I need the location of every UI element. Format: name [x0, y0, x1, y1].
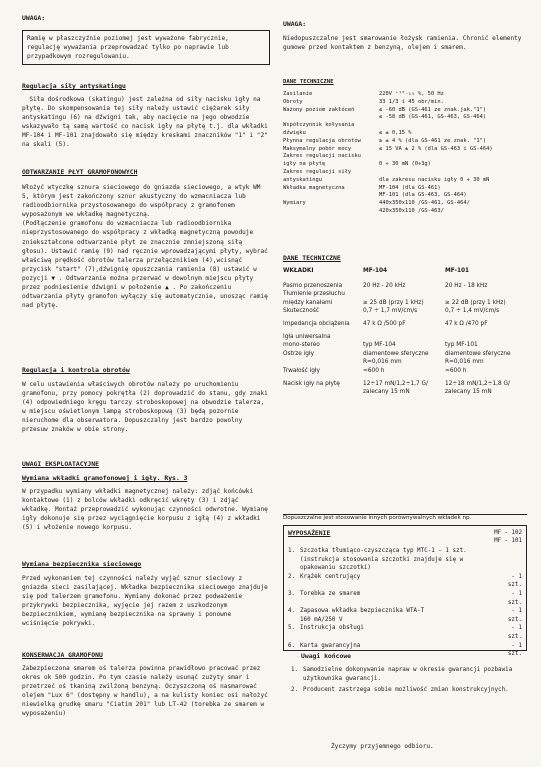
cartridge-row	[283, 282, 527, 291]
equipment-item-desc: Szczotka tłumiąco-czyszcząca typ MTC-1 - 1 szt. (instrukcja stosowania szczotki znajduje się w opakowaniu szczotki)	[300, 548, 467, 572]
cartridge-specs-table	[283, 267, 527, 397]
equipment-item-qty: - 1 szt.	[507, 608, 522, 623]
closing-text: Życzymy przyjemnego odbioru.	[331, 743, 434, 750]
equipment-item-number: 1.	[288, 548, 296, 554]
speed-control-text: W celu ustawienia właściwych obrotów należy po uruchomieniu gramofonu, przy pomocy pokrętła (2) doprowadzić do stanu, gdy znaki (4) odpowiedniego kręgu tarczy stroboskopowej na obwodzie talerza, w miejscu oświetlonym lampą stroboskopową (3) będą pozornie nieruchome dla obserwatora. Dopuszczalny jest bardzo powolny przesuw znaków w obie strony.	[22, 381, 272, 434]
specs-value: ≤ -58 dB (GS-461, GS-463, GS-464)	[379, 114, 487, 121]
final-note-item	[291, 666, 527, 683]
cartridge-cell	[445, 290, 527, 299]
specs-key: Maksymalny pobór mocy	[283, 145, 352, 152]
equipment-heading: WYPOSAŻENIE	[288, 529, 331, 537]
specs-value: 220V ⁺¹⁰₋₁₅ %, 50 Hz	[379, 91, 444, 97]
antiskating-heading: Regulacja siły antyskatingu	[22, 82, 126, 90]
specs-value: 420x350x110 /GS-463/	[379, 207, 444, 214]
cartridge-header-cell: MF-104	[363, 268, 388, 274]
equipment-item	[288, 607, 522, 624]
cartridge-cell	[363, 290, 445, 299]
specs-row	[283, 161, 527, 169]
equipment-item	[288, 547, 522, 573]
final-notes-list	[291, 666, 527, 698]
specs-row	[283, 91, 527, 99]
cartridge-row	[283, 380, 527, 389]
equipment-item-desc: Instrukcja obsługi	[300, 625, 364, 632]
uwaga-text-right: Niedopuszczalne jest smarowanie łożysk ramienia. Chronić elementy gumowe przed kontaktem z benzyną, olejem i smarem.	[283, 35, 526, 52]
playback-text: Włożyć wtyczkę sznura sieciowego do gniazda sieciowego, a wtyk WM 5, którym jest zakończony sznur akustyczny do wzmacniacza lub radioodbiornika przystosowanego do współpracy z gramofonem wyposażonym we wkładkę magnetyczną. (Podłączenie gramofonu do wzmacniacza lub radioodbiornika nieprzystosowanego do współpracy z wkładką magnetyczną powoduje zniekształcone odtwarzanie płyt ze znacznie zmniejszoną siłą głosu). Ustawić ramię (9) nad ręcznie wprowadzającymi płyty, wybrać właściwą prędkość obrotów talerza przełącznikiem (4),wcisnąć przycisk "start" (7),dźwignię opuszczania ramienia (8) ustawić w pozycji ▼ . Odtwarzanie można przerwać w dowolnym miejscu płyty przez podniesienie dźwigni w położenie ▲ . Po zakończeniu odtwarzania płyty gramofon wyłączy się automatycznie, unosząc ramię nad płytę.	[22, 184, 268, 310]
cartridge-cell: 20 Hz - 18 kHz	[445, 282, 488, 289]
specs-key: dźwięku	[283, 129, 306, 136]
specs-key: Wymiary	[283, 200, 306, 207]
uwaga-heading-right: UWAGA:	[283, 20, 307, 28]
specs-key	[283, 192, 379, 200]
specs-key: Zasilanie	[283, 91, 313, 97]
specs-key: igły na płytę	[283, 161, 326, 168]
final-notes-heading: Uwagi końcowe	[301, 652, 352, 660]
cartridge-cell	[283, 358, 363, 367]
specs-value: MF-101 (dla GS-463, GS-464)	[379, 192, 467, 199]
specs-key: Zakres regulacji siły	[283, 168, 352, 175]
maintenance-heading: KONSERWACJA GRAMOFONU	[22, 651, 103, 659]
specs-heading: DANE TECHNICZNE	[283, 79, 334, 85]
cartridge-cell: 12÷18 mN/1,2÷1,8 G/	[445, 380, 510, 387]
specs-value: ≤ ± 0,15 %	[379, 129, 412, 136]
specs-row	[283, 153, 527, 161]
specs-row	[283, 99, 527, 107]
cartridge-cell: 0,7 ÷ 1,7 mV/cm/s	[363, 308, 418, 315]
cartridge-cell: Impedancja obciążenia	[283, 320, 350, 327]
specs-table	[283, 91, 527, 216]
equipment-item-desc: Karta gwarancyjna	[300, 642, 361, 649]
specs-value	[379, 122, 527, 130]
speed-control-heading: Regulacja i kontrola obrotów	[22, 366, 130, 374]
cartridge-header-cell: WKŁADKI	[283, 268, 314, 274]
equipment-item-number: 6.	[288, 642, 296, 649]
specs-value: ≤ -60 dB (GS-461 ze znak.jak."1")	[379, 106, 487, 113]
specs-value: ≤ 15 VA ± 2 % (dla GS-463 i GS-464)	[379, 145, 493, 152]
equipment-item-desc: Krążek centrujący	[300, 573, 361, 580]
cartridge-cell: 0,7 ÷ 1,4 mV/cm/s	[445, 308, 500, 315]
specs-key: Wkładka magnetyczna	[283, 184, 345, 191]
equipment-item-number: 2.	[288, 573, 296, 580]
specs-row	[283, 200, 527, 208]
final-note-number: 1.	[291, 667, 299, 673]
cartridge-row	[283, 320, 527, 329]
cartridge-cell: Pasmo przenoszenia	[283, 282, 343, 289]
cartridge-cell	[363, 333, 445, 342]
cartridge-cell: Nacisk igły na płytę	[283, 380, 340, 387]
specs-value: 0 ÷ 30 mN (0÷3g)	[379, 161, 431, 168]
uwaga-heading-left: UWAGA:	[22, 14, 46, 22]
cartridge-specs-heading: DANE TECHNICZNE	[283, 254, 341, 262]
cartridge-cell: między kanałami	[283, 299, 333, 306]
specs-value: ≥ ± 4 % (dla GS-461 ze znak. "1")	[379, 137, 487, 144]
specs-key	[283, 208, 379, 216]
cartridge-cell	[445, 333, 527, 342]
cartridge-cell: 20 Hz - 20 kHz	[363, 282, 406, 289]
equipment-item-desc: Zapasowa wkładka bezpiecznika WTA-T 160 mA/250 V	[300, 608, 425, 623]
specs-value	[379, 153, 527, 161]
equipment-item-qty: - 1 szt.	[507, 573, 522, 589]
equipment-item	[288, 590, 522, 607]
cartridge-cell: typ MF-101	[445, 342, 478, 349]
specs-value: 440x350x110 /GS-461, GS-464/	[379, 200, 470, 207]
cartridge-cell: diamentowe sferyczne	[363, 350, 429, 357]
specs-key: Ważony poziom zakłóceń	[283, 106, 355, 113]
specs-row	[283, 146, 527, 154]
cartridge-cell: Ostrze igły	[283, 350, 315, 357]
cartridge-row	[283, 341, 527, 350]
cartridge-cell: ≈600 h	[445, 367, 467, 374]
specs-value	[379, 169, 527, 177]
specs-value: MF-104 (dla GS-461)	[379, 184, 441, 191]
cartridge-cell: ≥ 22 dB (przy 1 kHz)	[445, 299, 506, 306]
cartridge-row	[283, 333, 527, 342]
cartridge-cell: Trwałość igły	[283, 367, 320, 374]
cartridge-cell: typ MF-104	[363, 342, 396, 349]
cartridge-row	[283, 307, 527, 316]
cartridge-cell: zalecany 15 mN	[445, 389, 492, 396]
cartridge-table-header	[283, 267, 527, 276]
final-note-text: Producent zastrzega sobie możliwość zmian konstrukcyjnych.	[303, 687, 509, 694]
final-note-item	[291, 686, 527, 695]
cartridge-cell: zalecany 15 mN	[363, 389, 410, 396]
equipment-item	[288, 573, 522, 590]
cartridge-row	[283, 299, 527, 308]
specs-row	[283, 169, 527, 177]
playback-heading: ODTWARZANIE PŁYT GRAMOFONOWYCH	[22, 168, 138, 176]
equipment-item-qty	[494, 547, 522, 573]
equipment-item-number: 3.	[288, 590, 296, 597]
specs-row	[283, 130, 527, 138]
specs-row	[283, 107, 527, 115]
specs-row	[283, 185, 527, 193]
cartridge-header-cell: MF-101	[445, 268, 470, 274]
equipment-code-2: MF - 101	[494, 538, 522, 544]
equipment-item-qty: - 1 szt.	[507, 625, 522, 640]
cartridge-cell: ≥ 25 dB (przy 1 kHz)	[363, 299, 424, 306]
specs-row	[283, 208, 527, 216]
cartridge-cell: Tłumienie przesłuchu	[283, 291, 345, 298]
equipment-list	[288, 547, 522, 659]
cartridge-cell: 47 k Ω /470 pF	[445, 320, 488, 327]
cartridge-cell: diamentowe sferyczne	[445, 350, 511, 357]
cartridge-row	[283, 350, 527, 359]
equipment-item-desc: Torebka ze smarem	[300, 590, 361, 597]
cartridge-cell: 12÷17 mN/1,2÷1,7 G/	[363, 380, 428, 387]
specs-key: Współczynnik kołysania	[283, 122, 355, 129]
cartridge-cell: 47 k Ω /500 pF	[363, 320, 406, 327]
equipment-item-number: 5.	[288, 625, 296, 632]
cartridge-cell: Igła uniwersalna	[283, 333, 331, 340]
maintenance-text: Zabezpieczona smarem oś talerza powinna prawidłowo pracować przez okres ok 500 godzin. Po tym czasie należy usunąć zużyty smar i przetrzeć oś tkaniną zwilżoną benzyną. Oczyszczoną oś nasmarować olejem "Lux 6" (dostępny w handlu), a na kulisty koniec osi nałożyć niewielką grudkę smaru "Ciatim 201" lub LT-42 (torebka ze smarem w wyposażeniu)	[22, 665, 272, 718]
uwaga-box-left	[22, 30, 270, 65]
cartridge-cell: mono-stereo	[283, 342, 320, 349]
cartridge-note: Dopuszczalne jest stosowanie innych porównywalnych wkładek np.	[283, 515, 472, 521]
cartridge-replacement-text: W przypadku wymiany wkładki magnetycznej należy: zdjąć końcówki kontaktowe (1) z bolców wkładki odkręcić wkręty (3) i zdjąć wkładkę. Montaż przeprowadzić wykonując czynności odwrotne. Wymianę igły dokonuje się przez wyciągnięcie korpusu z igłą (4) z wkładki (5) i włożenie nowego korpusu.	[22, 488, 272, 532]
cartridge-cell	[283, 388, 363, 397]
equipment-code-1: MF - 102	[494, 530, 522, 536]
cartridge-cell: ≈600 h	[363, 367, 385, 374]
fuse-replacement-heading: Wymiana bezpiecznika sieciowego	[22, 560, 142, 568]
equipment-item-number: 4.	[288, 608, 296, 615]
equipment-item-qty: - 1 szt.	[507, 642, 522, 658]
cartridge-cell: Skuteczność	[283, 308, 320, 315]
cartridge-replacement-heading: Wymiana wkładki gramofonowej i igły. Rys. 3	[22, 474, 188, 482]
final-note-text: Samodzielne dokonywanie napraw w okresie gwarancji pozbawia użytkownika gwarancji.	[303, 667, 516, 682]
cartridge-row	[283, 388, 527, 397]
final-note-number: 2.	[291, 687, 299, 694]
fuse-replacement-text: Przed wykonaniem tej czynności należy wyjąć sznur sieciowy z gniazda sieci zasilającej. Wkładka bezpiecznika sieciowego znajduje się pod talerzem gramofonu. Wymiany dokonać przez podważenie przykrywki bezpiecznika, wyjęcie jej razem z uszkodzonym bezpiecznikiem, wymianę bezpiecznika na sprawny i ponowne wciśnięcie pokrywki.	[22, 575, 272, 628]
specs-key: Obroty	[283, 98, 303, 105]
antiskating-text: Siła dośrodkowa (skatingu) jest zależna od siły nacisku igły na płytę. Do skompensowania tej siły należy ustawić ciężarek siły antyskatingu (6) na dźwigni tak, aby nacięcie na jego obwodzie wskazywało tą samą wartość co nacisk igły na płytę t.j. dla wkładki MF-104 i MF-101 znajdowało się między kreskami znaczników "1" i "2" na skali (5).	[22, 96, 272, 149]
specs-row	[283, 177, 527, 185]
specs-value: 33 1/3 i 45 obr/min.	[379, 98, 444, 105]
specs-value: dla zakresu nacisku igły 0 ÷ 30 mN	[379, 176, 490, 183]
specs-key: antyskatingu	[283, 176, 322, 183]
equipment-item	[288, 624, 522, 641]
specs-row	[283, 122, 527, 130]
cartridge-row	[283, 290, 527, 299]
equipment-item-qty: - 1 szt.	[507, 590, 522, 606]
specs-row	[283, 192, 527, 200]
cartridge-row	[283, 367, 527, 376]
specs-key: Zakres regulacji nacisku	[283, 153, 361, 160]
cartridge-cell: R=0,016 mm	[363, 359, 402, 366]
operation-notes-heading: UWAGI EKSPLOATACYJNE	[22, 460, 99, 468]
specs-key: Płynna regulacja obrotów	[283, 137, 361, 144]
cartridge-cell: R=0,016 mm	[445, 359, 484, 366]
specs-row	[283, 138, 527, 146]
uwaga-text-left: Ramię w płaszczyźnie poziomej jest wyważone fabrycznie, regulację wyważania przeprowadzać tylko po naprawie lub przypadkowym rozregulowaniu.	[27, 35, 233, 61]
cartridge-row	[283, 358, 527, 367]
